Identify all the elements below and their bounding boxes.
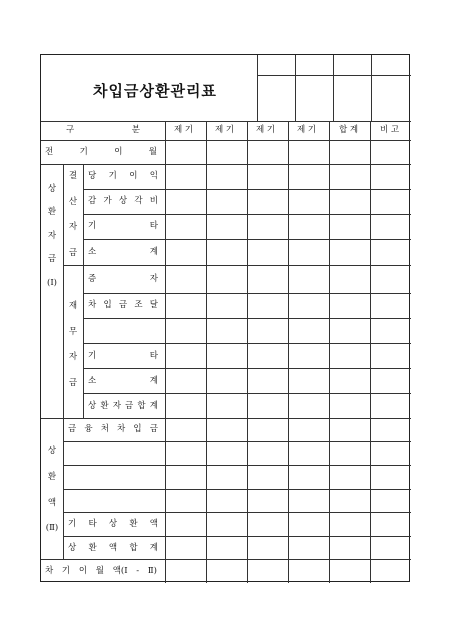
row-next-carry: 차 기 이 월 액(Ⅰ - Ⅱ) [45,566,157,576]
row-borrowing: 차 입 금 조 달 [88,300,158,310]
row-depreciation: 감 가 상 각 비 [88,196,158,206]
row-bank-loans: 금 융 처 차 입 금 [68,424,158,434]
row-subtotal-1: 소 계 [88,247,158,257]
sub-finance-label: 재 무 자 금 [68,301,78,388]
group2-label: 상 환 액 (Ⅱ) [45,446,59,534]
row-prev-carry: 전 기 이 월 [45,147,157,157]
row-repay-total: 상 환 액 합 계 [68,543,158,553]
row-capital-increase: 증 자 [88,274,158,284]
form-title: 차입금상환관리표 [93,82,217,100]
sub-settlement-label: 결 산 자 금 [68,171,78,258]
row-repay-fund-total: 상 환 자 금 합 계 [88,401,158,411]
header-period-1: 제 기 [174,125,194,135]
row-other-repay: 기 타 상 환 액 [68,519,158,529]
row-net-income: 당 기 이 익 [88,171,158,181]
row-subtotal-2: 소 계 [88,376,158,386]
header-remark: 비 고 [380,125,400,135]
row-other-1: 기 타 [88,221,158,231]
row-other-2: 기 타 [88,351,158,361]
header-period-2: 제 기 [215,125,235,135]
header-period-4: 제 기 [297,125,317,135]
header-period-3: 제 기 [256,125,276,135]
header-gubun: 구 분 [66,125,140,135]
header-total: 합 계 [339,125,359,135]
repayment-form [40,54,410,582]
group1-label: 상 환 자 금 (Ⅰ) [47,184,57,288]
